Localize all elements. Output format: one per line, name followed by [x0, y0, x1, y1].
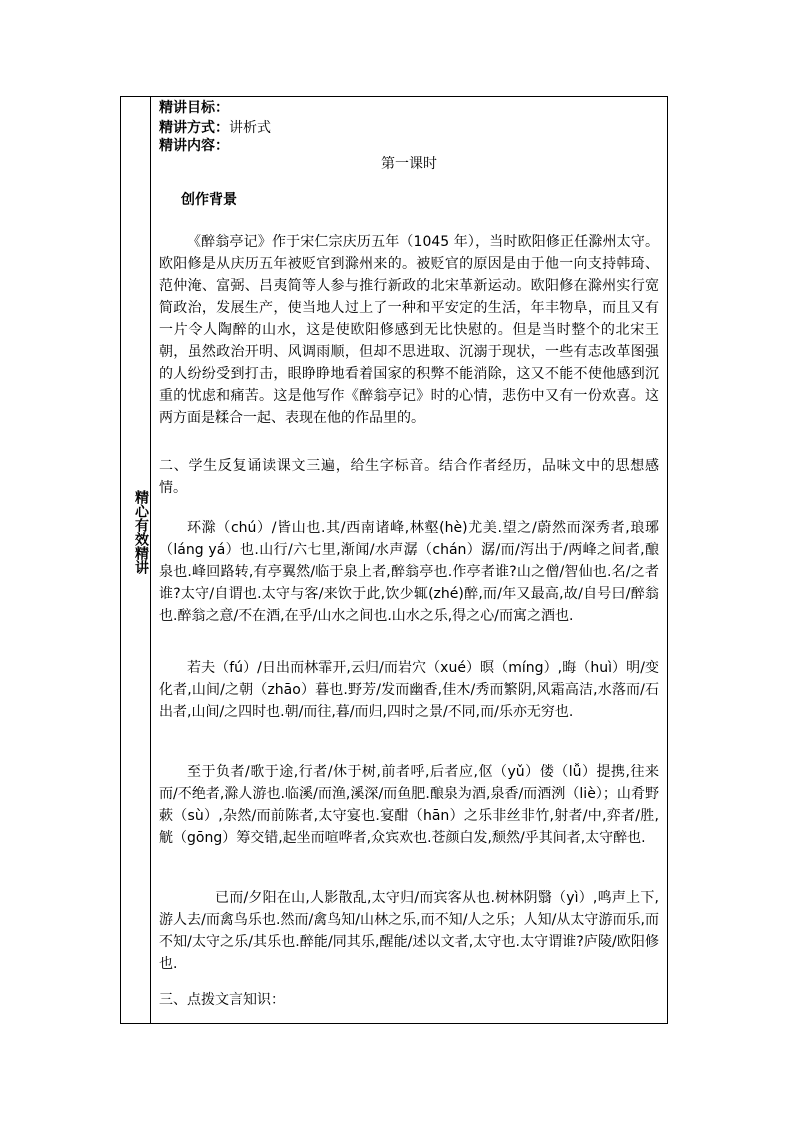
side-label: 精心有效精讲	[133, 490, 149, 574]
text-paragraph-1: 环滁（chú）/皆山也.其/西南诸峰,林壑(hè)尤美.望之/蔚然而深秀者,琅琊（láng yá）也.山行/六七里,渐闻/水声潺（chán）潺/而/泻出于/两峰之间者,酿泉也.峰回路转,有亭翼然/临于泉上者,醉翁亭也.作亭者谁?山之僧/智仙也.名/之者谁?太守/自谓也.太守与客/来饮于此,饮少辄(zhé)醉,而/年又最高,故/自号曰/醉翁也.醉翁之意/不在酒,在乎/山水之间也.山水之乐,得之心/而寓之酒也.	[159, 520, 659, 624]
method-label: 精讲方式：	[159, 120, 229, 136]
section-two: 二、学生反复诵读课文三遍，给生字标音。结合作者经历，品味文中的思想感情。	[159, 458, 659, 496]
method-value: 讲析式	[229, 120, 271, 136]
section-three: 三、点拨文言知识：	[159, 992, 285, 1008]
goal-label: 精讲目标：	[159, 100, 229, 116]
content-cell	[159, 97, 659, 1023]
side-column	[121, 97, 151, 1023]
background-paragraph: 《醉翁亭记》作于宋仁宗庆历五年（1045 年），当时欧阳修正任滁州太守。欧阳修是从庆历五年被贬官到滁州来的。被贬官的原因是由于他一向支持韩琦、范仲淹、富弼、吕夷简等人参与推行新政的北宋革新运动。欧阳修在滁州实行宽简政治，发展生产，使当地人过上了一种和平安定的生活，年丰物阜，而且又有一片令人陶醉的山水，这是使欧阳修感到无比快慰的。但是当时整个的北宋王朝，虽然政治开明、风调雨顺，但却不思进取、沉溺于现状，一些有志改革图强的人纷纷受到打击，眼睁睁地看着国家的积弊不能消除，这又不能不使他感到沉重的忧虑和痛苦。这是他写作《醉翁亭记》时的心情，悲伤中又有一份欢喜。这两方面是糅合一起、表现在他的作品里的。	[159, 234, 659, 426]
text-paragraph-3: 至于负者/歌于途,行者/休于树,前者呼,后者应,伛（yǔ）偻（lǚ）提携,往来而/不绝者,滁人游也.临溪/而渔,溪深/而鱼肥.酿泉为酒,泉香/而酒洌（liè）；山肴野蔌（sù）,杂然/而前陈者,太守宴也.宴酣（hān）之乐非丝非竹,射者/中,弈者/胜,觥（gōng）筹交错,起坐而喧哗者,众宾欢也.苍颜白发,颓然/乎其间者,太守醉也.	[159, 764, 659, 846]
lesson-title: 第一课时	[381, 156, 437, 172]
method-row	[159, 119, 271, 137]
background-heading: 创作背景	[181, 192, 237, 208]
text-paragraph-4: 已而/夕阳在山,人影散乱,太守归/而宾客从也.树林阴翳（yì）,鸣声上下,游人去/而禽鸟乐也.然而/禽鸟知/山林之乐,而不知/人之乐；人知/从太守游而乐,而不知/太守之乐/其乐也.醉能/同其乐,醒能/述以文者,太守也.太守谓谁?庐陵/欧阳修也.	[159, 890, 659, 972]
text-paragraph-2: 若夫（fú）/日出而林霏开,云归/而岩穴（xué）暝（míng）,晦（huì）明/变化者,山间/之朝（zhāo）暮也.野芳/发而幽香,佳木/秀而繁阴,风霜高洁,水落而/石出者,山间/之四时也.朝/而往,暮/而归,四时之景/不同,而/乐亦无穷也.	[159, 660, 659, 720]
lesson-table	[120, 96, 668, 1024]
content-label: 精讲内容：	[159, 138, 229, 154]
